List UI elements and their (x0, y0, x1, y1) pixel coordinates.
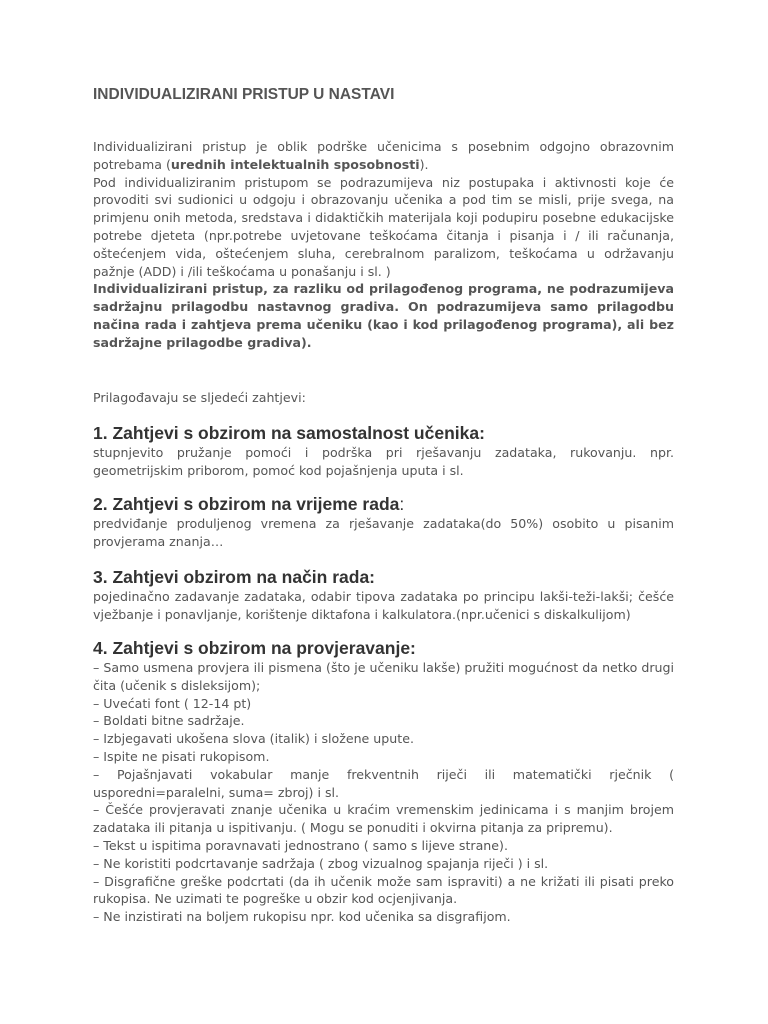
section-2 (93, 494, 674, 551)
list-item: – Ne inzistirati na boljem rukopisu npr. kod učenika sa disgrafijom. (93, 909, 511, 925)
section-4-list (93, 659, 674, 926)
list-item: – Ispite ne pisati rukopisom. (93, 748, 270, 764)
section-2-heading-suffix: : (399, 494, 405, 514)
list-item: – Uvećati font ( 12-14 pt) (93, 695, 252, 711)
lead-text: Prilagođavaju se sljedeći zahtjevi: (93, 390, 306, 405)
document-title: INDIVIDUALIZIRANI PRISTUP U NASTAVI (93, 86, 395, 103)
list-item: – Izbjegavati ukošena slova (italik) i složene upute. (93, 731, 414, 747)
list-item: – Samo usmena provjera ili pismena (što je učeniku lakše) pružiti mogućnost da netko drugi čita (učenik s disleksijom); (93, 660, 674, 693)
section-3-text: pojedinačno zadavanje zadataka, odabir tipova zadataka po principu lakši-teži-lakši; češće vježbanje i ponavljanje, korištenje diktafona i kalkulatora.(npr.učenici s diskalkulijom) (93, 589, 674, 622)
section-1 (93, 423, 674, 480)
intro-section (93, 138, 674, 352)
intro-paragraph-1 (93, 138, 674, 174)
section-1-text: stupnjevito pružanje pomoći i podrška pri rješavanju zadataka, rukovanju. npr. geometrijskim priborom, pomoć kod pojašnjenja uputa i sl. (93, 445, 674, 478)
section-4 (93, 638, 674, 926)
section-2-heading (93, 494, 674, 515)
section-1-heading: 1. Zahtjevi s obzirom na samostalnost učenika: (93, 423, 485, 443)
lead-section (93, 389, 674, 407)
section-4-heading: 4. Zahtjevi s obzirom na provjeravanje: (93, 638, 416, 658)
list-item: – Boldati bitne sadržaje. (93, 713, 245, 729)
intro-paragraph-2: Pod individualiziranim pristupom se podrazumijeva niz postupaka i aktivnosti koje će provoditi svi sudionici u odgoju i obrazovanju učenika a pod tim se misli, prije svega, na primjenu onih metoda, sredstava i didaktičkih materijala koji podupiru posebne edukacijske potrebe djeteta (npr.potrebe uvjetovane teškoćama čitanja i pisanja i / ili računanja, oštećenjem vida, oštećenjem sluha, cerebralnom paralizom, teškoćama u održavanju pažnje (ADD) i /ili teškoćama u ponašanju i sl. ) (93, 174, 674, 279)
list-item: – Pojašnjavati vokabular manje frekventnih riječi ili matematički rječnik ( usporedni=paralelni, suma= zbroj) i sl. (93, 766, 674, 800)
intro-paragraph-3: Individualizirani pristup, za razliku od prilagođenog programa, ne podrazumijeva sadržajnu prilagodbu nastavnog gradiva. On podrazumijeva samo prilagodbu načina rada i zahtjeva prema učeniku (kao i kod prilagođenog programa), ali bez sadržajne prilagodbe gradiva). (93, 281, 674, 350)
list-item: – Disgrafične greške podcrtati (da ih učenik može sam ispraviti) a ne križati ili pisati preko rukopisa. Ne uzimati te pogreške u obzir kod ocjenjivanja. (93, 873, 674, 907)
section-3 (93, 567, 674, 624)
list-item: – Tekst u ispitima poravnavati jednostrano ( samo s lijeve strane). (93, 837, 508, 853)
intro-p1-bold: urednih intelektualnih sposobnosti (170, 156, 420, 172)
section-2-text: predviđanje produljenog vremena za rješavanje zadataka(do 50%) osobito u pisanim provjerama znanja… (93, 516, 674, 549)
intro-p1-end: ). (419, 156, 429, 172)
list-item: – Češće provjeravati znanje učenika u kraćim vremenskim jedinicama i s manjim brojem zadataka ili pitanja u ispitivanju. ( Mogu se ponuditi i okvirna pitanja za pripremu). (93, 802, 674, 836)
list-item: – Ne koristiti podcrtavanje sadržaja ( zbog vizualnog spajanja riječi ) i sl. (93, 855, 549, 871)
section-3-heading: 3. Zahtjevi obzirom na način rada: (93, 567, 376, 587)
section-2-heading-text: 2. Zahtjevi s obzirom na vrijeme rada (93, 494, 400, 514)
intro-p1-text: Individualizirani pristup je oblik podrške učenicima s posebnim odgojno obrazovnim potrebama ( (93, 139, 674, 172)
